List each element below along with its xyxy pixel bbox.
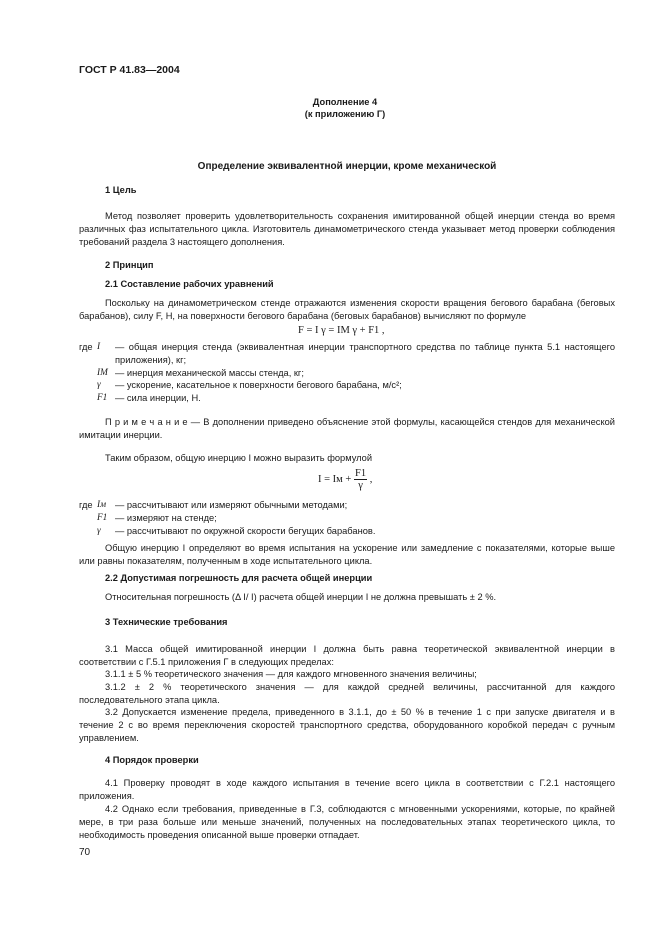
definition-text: — инерция механической массы стенда, кг; <box>115 367 304 378</box>
definition-row <box>97 499 615 512</box>
section-2-heading: 2 Принцип <box>105 260 154 270</box>
section-3-heading: 3 Технические требования <box>105 617 228 627</box>
definition-symbol: F1 <box>97 512 108 523</box>
section-4-1-paragraph: 4.1 Проверку проводят в ходе каждого испытания в течение всего цикла в соответствии с Г.2.1 настоящего приложения. <box>79 778 615 801</box>
definitions-list-1 <box>97 341 615 405</box>
formula-inertia-lhs: I = Iм + <box>318 473 352 485</box>
formula-inertia <box>318 468 372 491</box>
section-2-1-heading: 2.1 Составление рабочих уравнений <box>105 279 274 289</box>
definition-row <box>97 392 615 405</box>
supplement-title: Дополнение 4 <box>312 97 378 107</box>
definition-symbol: I <box>97 342 101 352</box>
note <box>79 416 615 442</box>
section-3-1-2-paragraph: 3.1.2 ± 2 % теоретического значения — для каждой средней величины, рассчитанной для каждого последовательного этапа цикла. <box>79 682 615 705</box>
supplement-subtitle: (к приложению Г) <box>304 109 386 119</box>
where-label-2: где <box>79 500 93 510</box>
definition-symbol: IM <box>97 367 108 378</box>
section-3-1-paragraph: 3.1 Масса общей имитированной инерции I должна быть равна теоретической эквивалентной инерции в соответствии с Г.5.1 приложения Г в следующих пределах: <box>79 644 615 667</box>
section-2-1-paragraph-3: Общую инерцию I определяют во время испытания на ускорение или замедление с показателями, которые выше или равны показателям, полученным в ходе испытательного цикла. <box>79 543 615 566</box>
note-label: П р и м е ч а н и е <box>105 417 188 427</box>
definition-symbol: Iм <box>97 500 107 510</box>
formula-force: F = I γ = IM γ + F1 , <box>298 325 385 336</box>
definition-row <box>97 367 615 380</box>
definitions-list-2 <box>97 499 615 537</box>
section-3-1-1-paragraph: 3.1.1 ± 5 % теоретического значения — для каждого мгновенного значения величины; <box>105 669 477 679</box>
section-1-paragraph: Метод позволяет проверить удовлетворительность сохранения имитированной общей инерции стенда во время различных фаз испытательного цикла. Изготовитель динамометрического стенда указывает метод проверки соблюдения требований раздела 3 настоящего дополнения. <box>79 211 615 247</box>
definition-text: — ускорение, касательное к поверхности бегового барабана, м/с²; <box>115 380 402 391</box>
standard-header: ГОСТ Р 41.83—2004 <box>79 64 180 76</box>
fraction-denominator: γ <box>358 480 363 491</box>
where-label-1: где <box>79 342 93 352</box>
definition-text: — измеряют на стенде; <box>115 512 217 523</box>
fraction-numerator: F1 <box>354 468 367 479</box>
formula-inertia-fraction <box>354 468 367 491</box>
definition-row <box>97 341 615 367</box>
definition-symbol: γ <box>97 380 101 391</box>
section-2-2-paragraph: Относительная погрешность (Δ I/ I) расчета общей инерции I не должна превышать ± 2 %. <box>105 592 497 602</box>
section-4-heading: 4 Порядок проверки <box>105 755 199 765</box>
section-3-2-paragraph: 3.2 Допускается изменение предела, приведенного в 3.1.1, до ± 50 % в течение 1 с при запуске двигателя и в течение 2 с во время переключения скоростей транспортного средства, оборудованного коробкой передач с ручным управлением. <box>79 707 615 743</box>
definition-text: — общая инерция стенда (эквивалентная инерции транспортного средства по таблице пункта 5.1 настоящего приложения), кг; <box>115 342 615 365</box>
main-title: Определение эквивалентной инерции, кроме механической <box>197 161 497 172</box>
page-number: 70 <box>79 847 91 858</box>
section-2-2-heading: 2.2 Допустимая погрешность для расчета общей инерции <box>105 573 373 583</box>
definition-text: — рассчитывают по окружной скорости бегущих барабанов. <box>115 525 376 536</box>
definition-text: — сила инерции, Н. <box>115 393 201 404</box>
definition-symbol: γ <box>97 525 101 536</box>
section-1-heading: 1 Цель <box>105 185 137 195</box>
section-2-1-paragraph: Поскольку на динамометрическом стенде отражаются изменения скорости вращения бегового барабана (беговых барабанов), силу F, Н, на поверхности бегового барабана (беговых барабанов) вычисляют по формуле <box>79 298 615 321</box>
section-4-2-paragraph: 4.2 Однако если требования, приведенные в Г.3, соблюдаются с мгновенными ускорениями, которые, по крайней мере, в три раза больше или меньше значений, полученных на последовательных этапах теоретического цикла, то необходимость проведения описанной выше проверки отпадает. <box>79 804 615 840</box>
note-text: — В дополнении приведено объяснение этой формулы, касающейся стендов для механической имитации инерции. <box>79 417 615 440</box>
definition-symbol: F1 <box>97 393 108 404</box>
formula-inertia-tail: , <box>369 473 373 485</box>
definition-row <box>97 525 615 538</box>
definition-text: — рассчитывают или измеряют обычными методами; <box>115 500 348 510</box>
section-2-1-paragraph-2: Таким образом, общую инерцию I можно выразить формулой <box>105 453 373 463</box>
definition-row <box>97 379 615 392</box>
definition-row <box>97 512 615 525</box>
